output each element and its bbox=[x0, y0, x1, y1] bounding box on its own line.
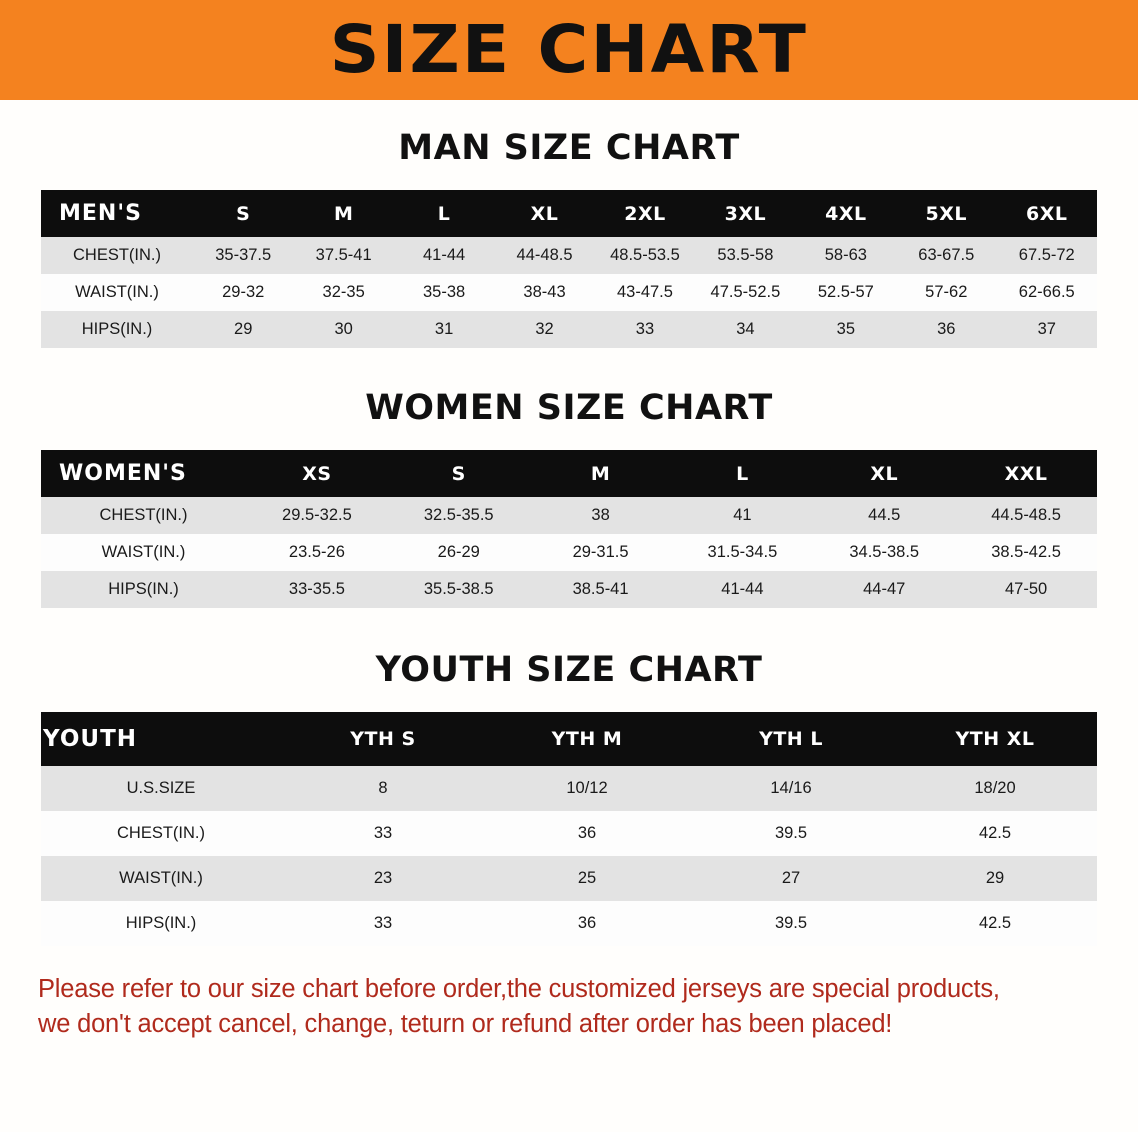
youth-size-header: YTH L bbox=[689, 712, 893, 766]
man-size-header: 2XL bbox=[595, 190, 695, 237]
table-row bbox=[41, 311, 1097, 348]
women-section-heading: WOMEN SIZE CHART bbox=[365, 388, 773, 428]
table-cell: 29 bbox=[893, 856, 1097, 901]
table-cell: 33-35.5 bbox=[246, 571, 388, 608]
man-size-table bbox=[41, 190, 1097, 348]
youth-table-head bbox=[41, 712, 1097, 766]
table-cell: 31.5-34.5 bbox=[671, 534, 813, 571]
table-cell: 37.5-41 bbox=[293, 237, 393, 274]
table-cell: 18/20 bbox=[893, 766, 1097, 811]
man-measure-label: WAIST(IN.) bbox=[41, 274, 193, 311]
table-cell: 25 bbox=[485, 856, 689, 901]
man-size-header: 5XL bbox=[896, 190, 996, 237]
table-cell: 38 bbox=[530, 497, 672, 534]
table-cell: 23.5-26 bbox=[246, 534, 388, 571]
youth-section-heading: YOUTH SIZE CHART bbox=[375, 650, 763, 690]
women-size-table bbox=[41, 450, 1097, 608]
table-cell: 57-62 bbox=[896, 274, 996, 311]
table-cell: 32 bbox=[494, 311, 594, 348]
table-cell: 29 bbox=[193, 311, 293, 348]
table-cell: 52.5-57 bbox=[796, 274, 896, 311]
table-cell: 26-29 bbox=[388, 534, 530, 571]
women-size-header: XXL bbox=[955, 450, 1097, 497]
policy-note-line-1: Please refer to our size chart before order,the customized jerseys are special products, bbox=[38, 975, 1000, 1003]
table-cell: 32.5-35.5 bbox=[388, 497, 530, 534]
table-cell: 33 bbox=[281, 901, 485, 946]
table-cell: 47.5-52.5 bbox=[695, 274, 795, 311]
man-size-header: XL bbox=[494, 190, 594, 237]
table-row bbox=[41, 571, 1097, 608]
table-cell: 35-37.5 bbox=[193, 237, 293, 274]
youth-table-body bbox=[41, 766, 1097, 946]
table-row bbox=[41, 766, 1097, 811]
youth-size-table bbox=[41, 712, 1097, 946]
table-row bbox=[41, 856, 1097, 901]
table-cell: 47-50 bbox=[955, 571, 1097, 608]
table-cell: 27 bbox=[689, 856, 893, 901]
banner-title: SIZE CHART bbox=[329, 11, 809, 88]
man-size-header: 3XL bbox=[695, 190, 795, 237]
man-size-header: L bbox=[394, 190, 494, 237]
table-cell: 34.5-38.5 bbox=[813, 534, 955, 571]
man-row-label-header: MEN'S bbox=[41, 190, 193, 237]
table-cell: 36 bbox=[485, 901, 689, 946]
women-measure-label: CHEST(IN.) bbox=[41, 497, 246, 534]
man-measure-label: CHEST(IN.) bbox=[41, 237, 193, 274]
banner bbox=[0, 0, 1138, 100]
women-table-body bbox=[41, 497, 1097, 608]
man-measure-label: HIPS(IN.) bbox=[41, 311, 193, 348]
table-cell: 38.5-41 bbox=[530, 571, 672, 608]
table-cell: 29.5-32.5 bbox=[246, 497, 388, 534]
table-row bbox=[41, 237, 1097, 274]
women-size-header: XL bbox=[813, 450, 955, 497]
table-row bbox=[41, 534, 1097, 571]
table-cell: 39.5 bbox=[689, 811, 893, 856]
table-cell: 42.5 bbox=[893, 811, 1097, 856]
table-cell: 41-44 bbox=[671, 571, 813, 608]
women-measure-label: WAIST(IN.) bbox=[41, 534, 246, 571]
table-row bbox=[41, 274, 1097, 311]
policy-note bbox=[38, 972, 1100, 1042]
table-row bbox=[41, 811, 1097, 856]
man-section-heading: MAN SIZE CHART bbox=[398, 128, 740, 168]
youth-row-label-header: YOUTH bbox=[41, 712, 281, 766]
table-cell: 29-31.5 bbox=[530, 534, 672, 571]
table-cell: 23 bbox=[281, 856, 485, 901]
policy-note-line-2: we don't accept cancel, change, teturn or refund after order has been placed! bbox=[38, 1010, 893, 1039]
table-cell: 41 bbox=[671, 497, 813, 534]
table-cell: 32-35 bbox=[293, 274, 393, 311]
table-cell: 67.5-72 bbox=[997, 237, 1098, 274]
table-header-row bbox=[41, 712, 1097, 766]
table-cell: 44-47 bbox=[813, 571, 955, 608]
table-row bbox=[41, 901, 1097, 946]
table-cell: 36 bbox=[485, 811, 689, 856]
table-cell: 10/12 bbox=[485, 766, 689, 811]
table-cell: 30 bbox=[293, 311, 393, 348]
table-cell: 33 bbox=[281, 811, 485, 856]
man-size-header: 4XL bbox=[796, 190, 896, 237]
man-table-head bbox=[41, 190, 1097, 237]
women-table-wrap bbox=[0, 450, 1138, 608]
table-cell: 38.5-42.5 bbox=[955, 534, 1097, 571]
table-cell: 38-43 bbox=[494, 274, 594, 311]
youth-measure-label: U.S.SIZE bbox=[41, 766, 281, 811]
table-cell: 62-66.5 bbox=[997, 274, 1098, 311]
table-cell: 39.5 bbox=[689, 901, 893, 946]
table-cell: 63-67.5 bbox=[896, 237, 996, 274]
table-row bbox=[41, 497, 1097, 534]
table-cell: 35.5-38.5 bbox=[388, 571, 530, 608]
youth-measure-label: CHEST(IN.) bbox=[41, 811, 281, 856]
man-table-wrap bbox=[0, 190, 1138, 348]
youth-size-header: YTH M bbox=[485, 712, 689, 766]
man-size-header: S bbox=[193, 190, 293, 237]
table-cell: 41-44 bbox=[394, 237, 494, 274]
table-cell: 58-63 bbox=[796, 237, 896, 274]
man-table-body bbox=[41, 237, 1097, 348]
table-cell: 44-48.5 bbox=[494, 237, 594, 274]
youth-size-header: YTH S bbox=[281, 712, 485, 766]
youth-measure-label: WAIST(IN.) bbox=[41, 856, 281, 901]
table-cell: 36 bbox=[896, 311, 996, 348]
table-cell: 14/16 bbox=[689, 766, 893, 811]
table-cell: 31 bbox=[394, 311, 494, 348]
table-cell: 37 bbox=[997, 311, 1098, 348]
table-cell: 35-38 bbox=[394, 274, 494, 311]
women-row-label-header: WOMEN'S bbox=[41, 450, 246, 497]
table-cell: 43-47.5 bbox=[595, 274, 695, 311]
youth-measure-label: HIPS(IN.) bbox=[41, 901, 281, 946]
table-cell: 44.5-48.5 bbox=[955, 497, 1097, 534]
table-cell: 29-32 bbox=[193, 274, 293, 311]
women-size-header: S bbox=[388, 450, 530, 497]
table-cell: 48.5-53.5 bbox=[595, 237, 695, 274]
women-size-header: M bbox=[530, 450, 672, 497]
man-size-header: M bbox=[293, 190, 393, 237]
table-header-row bbox=[41, 450, 1097, 497]
table-cell: 44.5 bbox=[813, 497, 955, 534]
table-cell: 42.5 bbox=[893, 901, 1097, 946]
table-cell: 33 bbox=[595, 311, 695, 348]
table-cell: 53.5-58 bbox=[695, 237, 795, 274]
women-size-header: L bbox=[671, 450, 813, 497]
table-cell: 34 bbox=[695, 311, 795, 348]
man-size-header: 6XL bbox=[997, 190, 1098, 237]
youth-size-header: YTH XL bbox=[893, 712, 1097, 766]
table-header-row bbox=[41, 190, 1097, 237]
table-cell: 35 bbox=[796, 311, 896, 348]
table-cell: 8 bbox=[281, 766, 485, 811]
women-measure-label: HIPS(IN.) bbox=[41, 571, 246, 608]
women-table-head bbox=[41, 450, 1097, 497]
youth-table-wrap bbox=[0, 712, 1138, 946]
women-size-header: XS bbox=[246, 450, 388, 497]
